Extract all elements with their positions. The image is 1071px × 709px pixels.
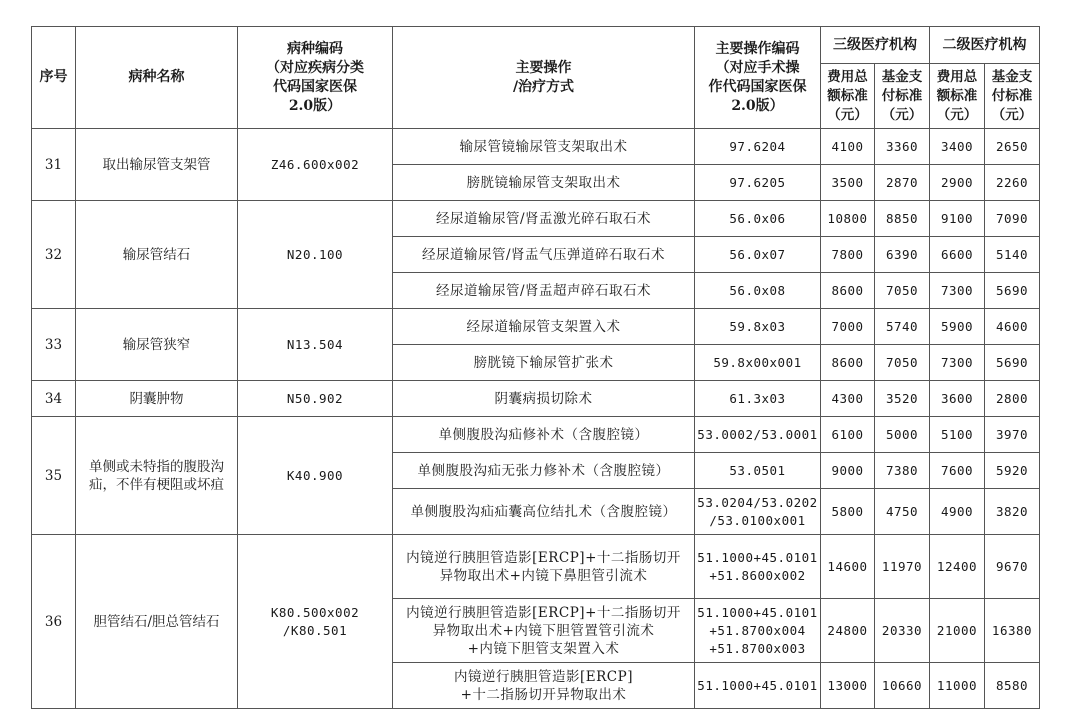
- t3-total-cell: 7800: [821, 237, 875, 273]
- t3-total-cell: 6100: [821, 417, 875, 453]
- t3-fund-cell: 7380: [875, 453, 930, 489]
- t2-fund-cell: 5140: [985, 237, 1040, 273]
- op-code-cell: 97.6205: [695, 165, 821, 201]
- table-body: [32, 129, 1040, 709]
- op-code-cell: 53.0204/53.0202 /53.0100x001: [695, 489, 821, 535]
- t3-fund-cell: 11970: [875, 535, 930, 599]
- t2-total-cell: 11000: [930, 663, 985, 709]
- t3-fund-cell: 5740: [875, 309, 930, 345]
- disease-name-cell: 单侧或未特指的腹股沟 疝，不伴有梗阻或坏疽: [76, 417, 238, 535]
- t2-fund-cell: 2650: [985, 129, 1040, 165]
- t3-fund-cell: 2870: [875, 165, 930, 201]
- table-row: [32, 201, 1040, 237]
- t3-fund-cell: 5000: [875, 417, 930, 453]
- op-code-cell: 59.8x03: [695, 309, 821, 345]
- operation-cell: 经尿道输尿管/肾盂气压弹道碎石取石术: [393, 237, 695, 273]
- op-code-cell: 56.0x06: [695, 201, 821, 237]
- t3-total-cell: 9000: [821, 453, 875, 489]
- operation-cell: 膀胱镜下输尿管扩张术: [393, 345, 695, 381]
- seq-cell: 35: [32, 417, 76, 535]
- t3-fund-cell: 20330: [875, 599, 930, 663]
- operation-cell: 内镜逆行胰胆管造影[ERCP] +十二指肠切开异物取出术: [393, 663, 695, 709]
- t3-total-cell: 7000: [821, 309, 875, 345]
- disease-code-cell: Z46.600x002: [238, 129, 393, 201]
- disease-code-cell: K80.500x002 /K80.501: [238, 535, 393, 709]
- table-container: [31, 26, 1040, 709]
- t3-total-cell: 5800: [821, 489, 875, 535]
- t2-total-cell: 12400: [930, 535, 985, 599]
- t3-total-cell: 4100: [821, 129, 875, 165]
- operation-cell: 经尿道输尿管/肾盂激光碎石取石术: [393, 201, 695, 237]
- t2-fund-cell: 5920: [985, 453, 1040, 489]
- t3-total-cell: 3500: [821, 165, 875, 201]
- t3-fund-cell: 3520: [875, 381, 930, 417]
- seq-cell: 31: [32, 129, 76, 201]
- seq-cell: 33: [32, 309, 76, 381]
- t2-total-cell: 6600: [930, 237, 985, 273]
- t2-fund-cell: 5690: [985, 345, 1040, 381]
- op-code-cell: 56.0x08: [695, 273, 821, 309]
- t2-total-cell: 7600: [930, 453, 985, 489]
- operation-cell: 经尿道输尿管支架置入术: [393, 309, 695, 345]
- operation-cell: 经尿道输尿管/肾盂超声碎石取石术: [393, 273, 695, 309]
- t2-total-cell: 3600: [930, 381, 985, 417]
- t2-fund-cell: 2800: [985, 381, 1040, 417]
- t2-fund-cell: 16380: [985, 599, 1040, 663]
- operation-cell: 输尿管镜输尿管支架取出术: [393, 129, 695, 165]
- op-code-cell: 51.1000+45.0101 +51.8700x004 +51.8700x003: [695, 599, 821, 663]
- table-row: [32, 309, 1040, 345]
- op-code-cell: 56.0x07: [695, 237, 821, 273]
- t2-total-cell: 7300: [930, 273, 985, 309]
- t3-fund-cell: 8850: [875, 201, 930, 237]
- op-code-cell: 97.6204: [695, 129, 821, 165]
- op-code-cell: 61.3x03: [695, 381, 821, 417]
- t3-total-cell: 13000: [821, 663, 875, 709]
- disease-name-cell: 取出输尿管支架管: [76, 129, 238, 201]
- seq-cell: 32: [32, 201, 76, 309]
- t2-fund-cell: 3970: [985, 417, 1040, 453]
- t2-fund-cell: 7090: [985, 201, 1040, 237]
- disease-fee-table: [31, 26, 1040, 709]
- t3-total-cell: 4300: [821, 381, 875, 417]
- t2-total-cell: 3400: [930, 129, 985, 165]
- header-operation: 主要操作 /治疗方式: [393, 27, 695, 129]
- header-op-code: 主要操作编码 （对应手术操 作代码国家医保 2.0版）: [695, 27, 821, 129]
- op-code-cell: 51.1000+45.0101 +51.8600x002: [695, 535, 821, 599]
- disease-name-cell: 输尿管狭窄: [76, 309, 238, 381]
- t3-total-cell: 8600: [821, 273, 875, 309]
- op-code-cell: 59.8x00x001: [695, 345, 821, 381]
- t3-fund-cell: 6390: [875, 237, 930, 273]
- t2-total-cell: 9100: [930, 201, 985, 237]
- t2-total-cell: 4900: [930, 489, 985, 535]
- header-tier2: 二级医疗机构: [930, 27, 1040, 64]
- table-row: [32, 417, 1040, 453]
- op-code-cell: 53.0002/53.0001: [695, 417, 821, 453]
- header-t3-fund: 基金支 付标准 （元）: [875, 64, 930, 129]
- t3-fund-cell: 3360: [875, 129, 930, 165]
- t3-total-cell: 14600: [821, 535, 875, 599]
- header-disease-name: 病种名称: [76, 27, 238, 129]
- operation-cell: 阴囊病损切除术: [393, 381, 695, 417]
- operation-cell: 单侧腹股沟疝疝囊高位结扎术（含腹腔镜）: [393, 489, 695, 535]
- t2-fund-cell: 3820: [985, 489, 1040, 535]
- t3-fund-cell: 7050: [875, 273, 930, 309]
- header-row-1: [32, 27, 1040, 64]
- operation-cell: 单侧腹股沟疝无张力修补术（含腹腔镜）: [393, 453, 695, 489]
- operation-cell: 内镜逆行胰胆管造影[ERCP]+十二指肠切开 异物取出术+内镜下胆管置管引流术 +内镜下胆管支架置入术: [393, 599, 695, 663]
- t2-fund-cell: 9670: [985, 535, 1040, 599]
- t2-total-cell: 21000: [930, 599, 985, 663]
- disease-code-cell: N20.100: [238, 201, 393, 309]
- t2-total-cell: 7300: [930, 345, 985, 381]
- op-code-cell: 51.1000+45.0101: [695, 663, 821, 709]
- disease-name-cell: 阴囊肿物: [76, 381, 238, 417]
- t2-total-cell: 5100: [930, 417, 985, 453]
- operation-cell: 单侧腹股沟疝修补术（含腹腔镜）: [393, 417, 695, 453]
- t2-total-cell: 5900: [930, 309, 985, 345]
- t2-total-cell: 2900: [930, 165, 985, 201]
- disease-code-cell: N13.504: [238, 309, 393, 381]
- seq-cell: 34: [32, 381, 76, 417]
- t2-fund-cell: 2260: [985, 165, 1040, 201]
- table-row: [32, 535, 1040, 599]
- t2-fund-cell: 8580: [985, 663, 1040, 709]
- t3-fund-cell: 7050: [875, 345, 930, 381]
- header-t2-total: 费用总 额标准 （元）: [930, 64, 985, 129]
- header-tier3: 三级医疗机构: [821, 27, 930, 64]
- t2-fund-cell: 4600: [985, 309, 1040, 345]
- seq-cell: 36: [32, 535, 76, 709]
- t3-total-cell: 8600: [821, 345, 875, 381]
- disease-name-cell: 胆管结石/胆总管结石: [76, 535, 238, 709]
- header-t2-fund: 基金支 付标准 （元）: [985, 64, 1040, 129]
- t2-fund-cell: 5690: [985, 273, 1040, 309]
- disease-name-cell: 输尿管结石: [76, 201, 238, 309]
- t3-total-cell: 24800: [821, 599, 875, 663]
- table-row: [32, 129, 1040, 165]
- operation-cell: 膀胱镜输尿管支架取出术: [393, 165, 695, 201]
- header-t3-total: 费用总 额标准 （元）: [821, 64, 875, 129]
- t3-fund-cell: 4750: [875, 489, 930, 535]
- t3-total-cell: 10800: [821, 201, 875, 237]
- disease-code-cell: N50.902: [238, 381, 393, 417]
- t3-fund-cell: 10660: [875, 663, 930, 709]
- disease-code-cell: K40.900: [238, 417, 393, 535]
- operation-cell: 内镜逆行胰胆管造影[ERCP]+十二指肠切开 异物取出术+内镜下鼻胆管引流术: [393, 535, 695, 599]
- table-row: [32, 381, 1040, 417]
- header-seq: 序号: [32, 27, 76, 129]
- header-disease-code: 病种编码 （对应疾病分类 代码国家医保 2.0版）: [238, 27, 393, 129]
- op-code-cell: 53.0501: [695, 453, 821, 489]
